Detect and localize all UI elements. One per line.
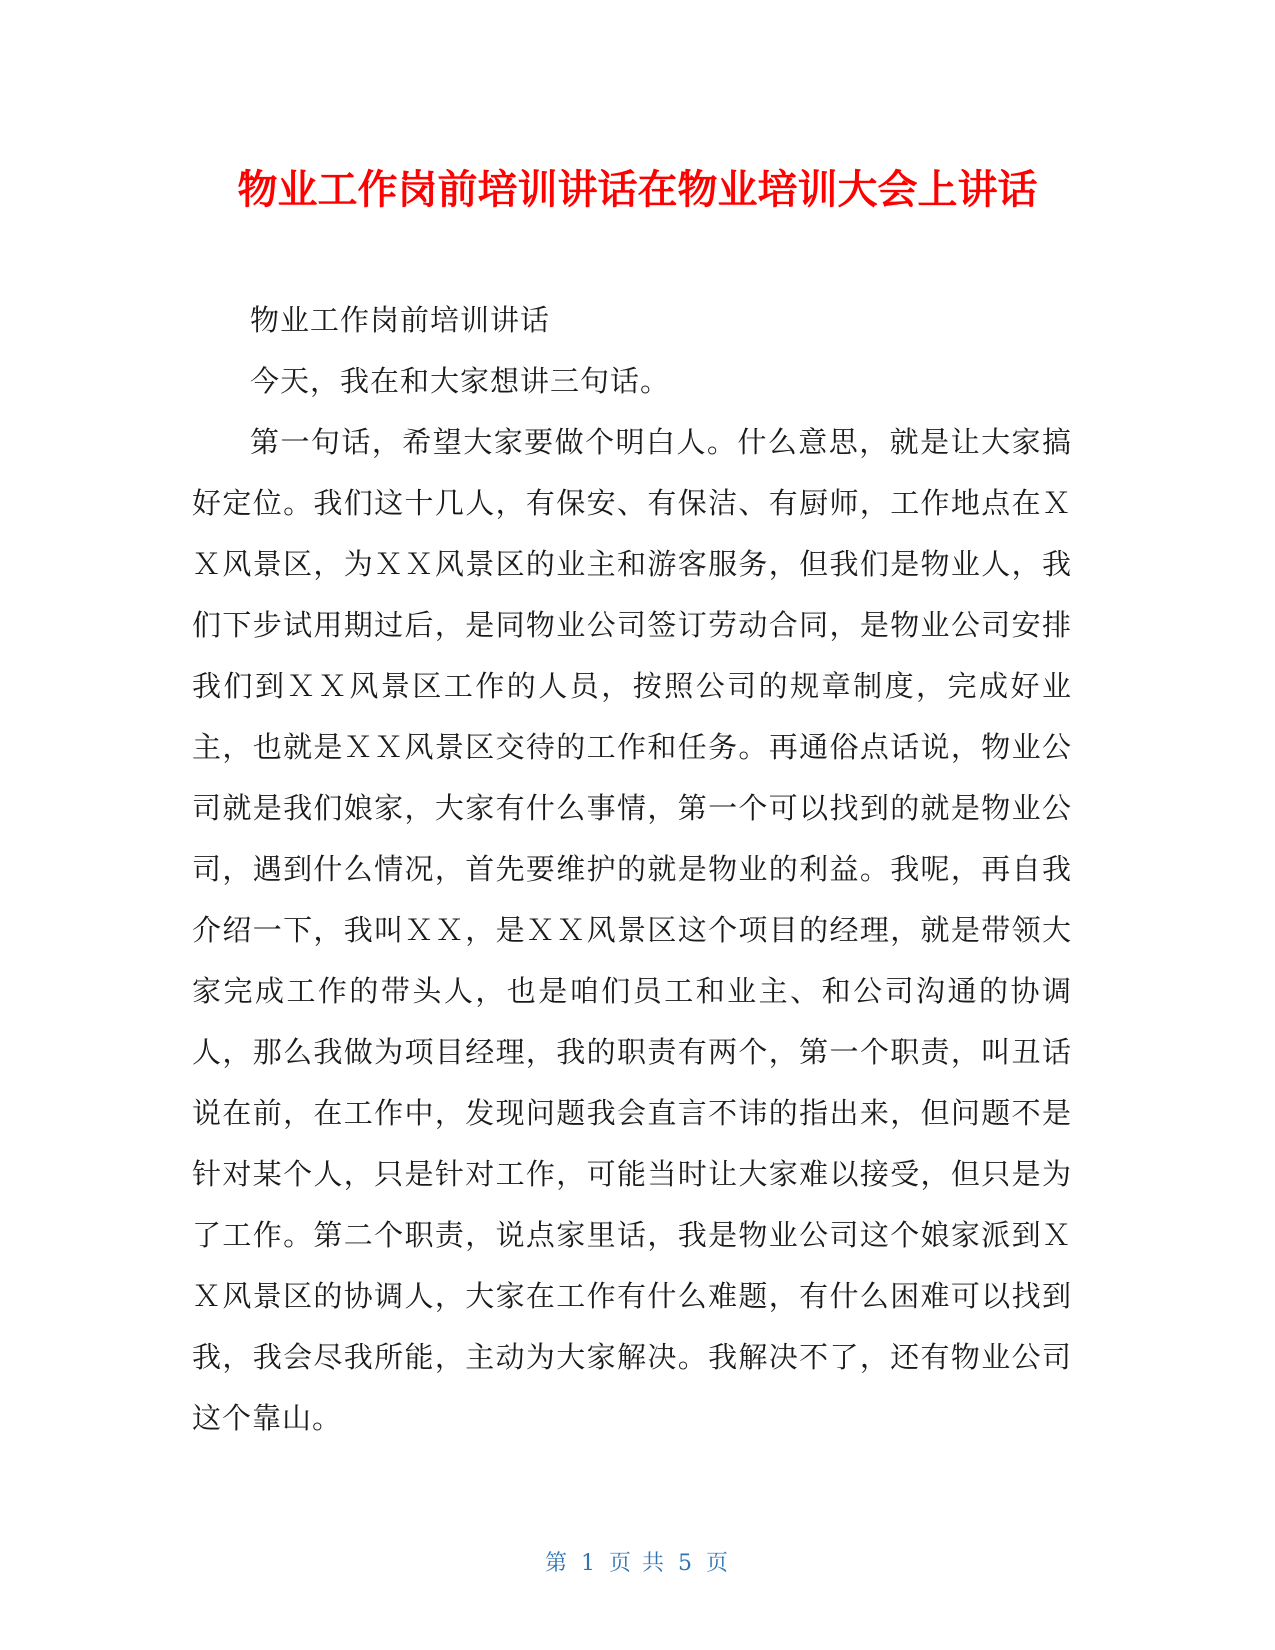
paragraph-intro: 今天，我在和大家想讲三句话。: [250, 364, 671, 398]
footer-suffix: 页: [706, 1551, 731, 1576]
footer-middle: 页 共: [609, 1551, 666, 1576]
footer-page-number: 1: [581, 1551, 597, 1576]
paragraph-subtitle: 物业工作岗前培训讲话: [250, 303, 551, 337]
footer-total-pages: 5: [678, 1551, 694, 1576]
footer-prefix: 第: [544, 1551, 569, 1576]
page-footer: [0, 1546, 1275, 1577]
document-title: 物业工作岗前培训讲话在物业培训大会上讲话: [237, 167, 1038, 213]
paragraph-first-point: 第一句话，希望大家要做个明白人。什么意思，就是让大家搞好定位。我们这十几人，有保安、有保洁、有厨师，工作地点在ＸＸ风景区，为ＸＸ风景区的业主和游客服务，但我们是物业人，我们下步试用期过后，是同物业公司签订劳动合同，是物业公司安排我们到ＸＸ风景区工作的人员，按照公司的规章制度，完成好业主，也就是ＸＸ风景区交待的工作和任务。再通俗点话说，物业公司就是我们娘家，大家有什么事情，第一个可以找到的就是物业公司，遇到什么情况，首先要维护的就是物业的利益。我呢，再自我介绍一下，我叫ＸＸ，是ＸＸ风景区这个项目的经理，就是带领大家完成工作的带头人，也是咱们员工和业主、和公司沟通的协调人，那么我做为项目经理，我的职责有两个，第一个职责，叫丑话说在前，在工作中，发现问题我会直言不讳的指出来，但问题不是针对某个人，只是针对工作，可能当时让大家难以接受，但只是为了工作。第二个职责，说点家里话，我是物业公司这个娘家派到ＸＸ风景区的协调人，大家在工作有什么难题，有什么困难可以找到我，我会尽我所能，主动为大家解决。我解决不了，还有物业公司这个靠山。: [192, 425, 1072, 1435]
document-body: [192, 290, 1072, 1449]
